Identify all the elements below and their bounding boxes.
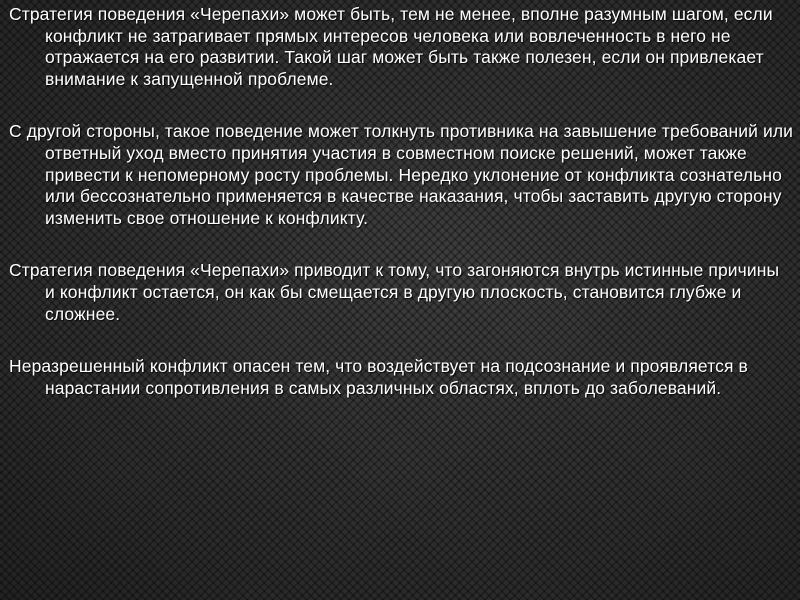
paragraph-turtle-strategy-reasonable: Стратегия поведения «Черепахи» может быть, тем не менее, вполне разумным шагом, если конфликт не затрагивает прямых интересов человека или вовлеченность в него не отражается на его развитии. Такой шаг может быть также полезен, если он привлекает внимание к запущенной проблеме. — [9, 4, 773, 89]
paragraph-unresolved-conflict-danger: Неразрешенный конфликт опасен тем, что воздействует на подсознание и проявляется в нарастании сопротивления в самых различных областях, вплоть до заболеваний. — [9, 356, 748, 398]
paragraph-causes-driven-inside: Стратегия поведения «Черепахи» приводит к тому, что загоняются внутрь истинные причины и конфликт остается, он как бы смещается в другую плоскость, становится глубже и сложнее. — [9, 260, 780, 324]
paragraph-other-side-consequences: С другой стороны, такое поведение может толкнуть противника на завышение требований или ответный уход вместо принятия участия в совместном поиске решений, может также привести к непомерному росту проблемы. Нередко уклонение от конфликта сознательно или бессознательно применяется в качестве наказания, чтобы заставить другую сторону изменить свое отношение к конфликту. — [9, 121, 794, 228]
slide-text-body — [9, 4, 794, 399]
